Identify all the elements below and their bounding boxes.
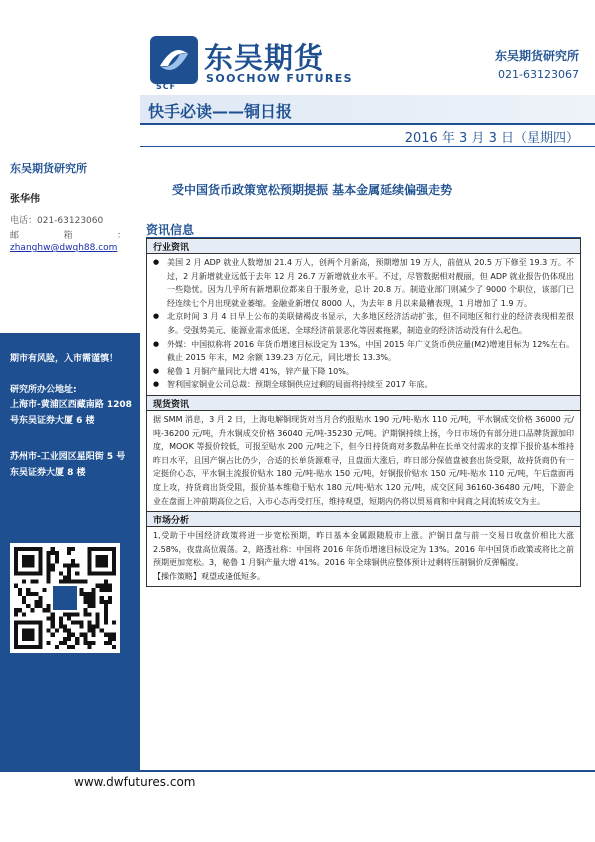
analyst-phone: 电话：021-63123060 [10, 216, 104, 226]
report-headline: 受中国货币政策宽松预期提振 基本金属延续偏强走势 [172, 183, 453, 197]
industry-news-heading: 行业资讯 [147, 238, 580, 254]
section-title: 资讯信息 [146, 223, 195, 237]
logo-scf-text: SCF [156, 82, 177, 91]
analyst-email-link[interactable]: zhanghw@dwqh88.com [10, 243, 118, 253]
sidebar-institute: 东吴期货研究所 [10, 162, 87, 175]
header-divider [140, 146, 595, 147]
header-institute: 东吴期货研究所 [494, 49, 579, 63]
email-label-left: 邮 [10, 231, 20, 241]
industry-news-item: ● 智利国家铜业公司总裁：预期全球铜供应过剩的局面将持续至 2017 年底。 [153, 378, 574, 392]
logo-mark-icon [150, 36, 198, 84]
spot-news-text: 据 SMM 消息，3 月 2 日，上海电解铜现货对当月合约报贴水 190 元/吨-贴水 110 元/吨，平水铜成交价格 36000 元/吨-36200 元/吨，升水铜成交价格 36040 元/吨-35230 元/吨。沪期铜持续上扬，今日市场仍有部分进口品牌货源加印度，MOOK 等报价较低，可报至贴水 200 元/吨之下，但今日持货商对多数品种在长单交付需求的支撑下报价基本维持昨日水平，且国产铜占比仍少，合适的长单货源难寻，且盘面大涨后，昨日部分保值盘被套出货受限，故持货商仍有一定挺价心态，平水铜主流报价贴水 180 元/吨-贴水 150 元/吨，好铜报价贴水 150 元/吨-贴水 110 元/吨，午后盘面再度上攻，持货商出货受阻，报价基本维稳于贴水 180 元/吨-贴水 120 元/吨，成交区间 36160-36480 元/吨，下游企业在盘面上冲前期高位之后，入市心态再受打压，维持观望，短期内仍将以贸易商和中间商之间流转成交为主。 [153, 414, 574, 506]
info-table [146, 238, 581, 587]
market-analysis-text: 1,受助于中国经济政策将进一步宽松预期，昨日基本金属跟随股市上涨。沪铜日盘与前一交易日收盘价相比大涨 2.58%，夜盘高位震荡。2，路透社称：中国将 2016 年货币增速目标设定为 13%。2016 年中国货币政策或将比之前预期更加宽松。3，秘鲁 1 月铜产量大增 41%。2016 年全球铜供应整体预计过剩将压制铜价反弹幅度。 [153, 531, 574, 568]
qr-code [10, 543, 120, 653]
footer-website[interactable]: www.dwfutures.com [74, 775, 196, 789]
sidebar [0, 148, 140, 770]
address-shanghai: 上海市-黄浦区西藏南路 1208 号东吴证券大厦 6 楼 [10, 400, 132, 426]
qr-code-icon [14, 547, 116, 649]
header-phone: 021-63123067 [498, 68, 579, 81]
address-suzhou: 苏州市-工业园区星阳街 5 号东吴证券大厦 8 楼 [10, 452, 126, 478]
logo-english-name: SOOCHOW FUTURES [206, 72, 354, 85]
industry-news-item: ● 外媒：中国拟称将 2016 年货币增速目标设定为 13%。中国 2015 年广义货币供应量(M2)增速目标为 12%左右。截止 2015 年末，M2 余额 139.23 万亿元，同比增长 13.3%。 [153, 338, 574, 365]
industry-news-item: ● 北京时间 3 月 4 日早上公布的美联储褐皮书显示，大多地区经济活动扩张，但不同地区和行业的经济表现相差很多。受强势美元、能源业需求低迷、全球经济前景恶化等因素拖累，制造业的经济活动没有什么起色。 [153, 310, 574, 337]
analyst-name: 张华伟 [10, 194, 40, 205]
logo-chinese-name: 东吴期货 [204, 41, 325, 75]
company-logo [150, 36, 354, 92]
report-title: 快手必读——铜日报 [148, 102, 293, 121]
address-title: 研究所办公地址: [10, 385, 77, 395]
email-label-mid: 箱 [63, 231, 73, 241]
market-analysis-body [147, 527, 580, 586]
email-label-right: ： [116, 231, 126, 241]
industry-news-item: ● 秘鲁 1 月铜产量同比大增 41%，锌产量下降 10%。 [153, 365, 574, 379]
spot-news-heading: 现货资讯 [147, 395, 580, 411]
report-title-band [140, 95, 595, 125]
strategy-text: 【操作策略】观望或逢低短多。 [153, 571, 265, 581]
report-date: 2016 年 3 月 3 日（星期四） [404, 131, 579, 146]
risk-warning: 期市有风险，入市需谨慎！ [10, 354, 119, 364]
sidebar-info-panel [0, 333, 140, 770]
spot-news-body [147, 411, 580, 511]
market-analysis-heading: 市场分析 [147, 511, 580, 527]
industry-news-item: ● 美国 2 月 ADP 就业人数增加 21.4 万人，创两个月新高，预期增加 19 万人，前值从 20.5 万下修至 19.3 万。不过，2 月新增就业远低于去年 12 月 26.7 万新增就业水平。不过，尽管数据相对靓丽，但 ADP 就业报告仍体现出一些隐忧。因为几乎所有新增职位都来自于服务业，总计 20.8 万。制造业部门则减少了 9000 个职位，该部门已经连续七个月出现就业萎缩。金融业新增仅 8000 人，为去年 8 月以来最糟表现，1 月增加了 1.9 万。 [153, 256, 574, 310]
email-label [10, 228, 126, 241]
footer-rule [0, 770, 595, 772]
industry-news-list [147, 254, 580, 395]
